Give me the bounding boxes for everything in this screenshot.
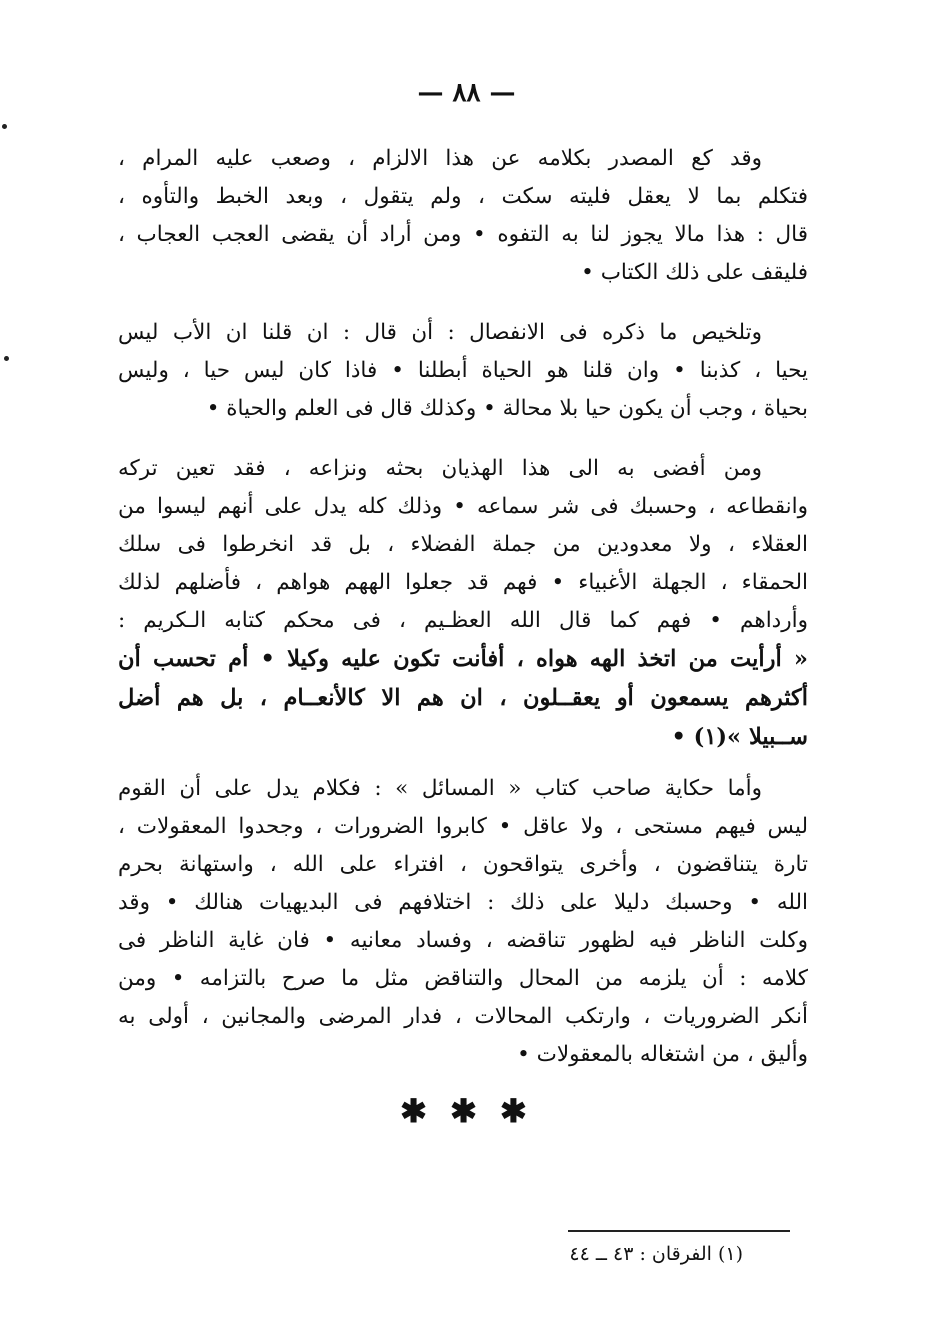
text-line: أنكر الضروريات ، وارتكب المحالات ، فدار المرضى والمجانين ، أولى به: [118, 1004, 808, 1029]
text-line: كلامه : أن يلزمه من المحال والتناقض مثل ما صرح بالتزامه • ومن: [118, 966, 808, 991]
text-line: ليس فيهم مستحى ، ولا عاقل • كابروا الضرورات ، وجحدوا المعقولات ،: [118, 814, 808, 839]
text-line: وأما حكاية صاحب كتاب « المسائل » : فكلام يدل على أن القوم: [118, 776, 762, 801]
text-line: قال : هذا مالا يجوز لنا به التفوه • ومن أراد أن يقضى العجب العجاب ،: [118, 222, 808, 247]
text-line: ومن أفضى به الى هذا الهذيان بحثه ونزاعه ، فقد تعين تركه: [118, 456, 762, 481]
footnote-rule: [568, 1230, 790, 1232]
section-separator: ✱ ✱ ✱: [400, 1092, 533, 1130]
page-number: — ٨٨ —: [417, 78, 516, 108]
quran-quote-line: أكثرهم يسمعون أو يعقــلون ، ان هم الا كالأنعــام ، بل هم أضل: [118, 685, 808, 711]
text-line: الله • وحسبك دليلا على ذلك : اختلافهم فى البديهيات هنالك • وقد: [118, 890, 808, 915]
paragraph-3: [118, 450, 808, 757]
quran-quote-line: ســبيلا »(١) •: [671, 724, 808, 750]
text-line: يحيا ، كذبنا • وان قلنا هو الحياة أبطلنا • فاذا كان ليس حيا ، وليس: [118, 358, 808, 383]
footnote: (١) الفرقان : ٤٣ ــ ٤٤: [569, 1243, 743, 1265]
scan-speck: [2, 124, 7, 129]
paragraph-2: [118, 314, 808, 428]
text-line: وكلت الناظر فيه لظهور تناقضه ، وفساد معانيه • فان غاية الناظر فى: [118, 928, 808, 953]
paragraph-1: [118, 140, 808, 292]
text-line: وتلخيص ما ذكره فى الانفصال : أن قال : ان قلنا ان الأب ليس: [118, 320, 762, 345]
text-line: الحمقاء ، الجهلة الأغبياء • فهم قد جعلوا الههم هواهم ، فأضلهم لذلك: [118, 570, 808, 595]
quran-quote-line: « أرأيت من اتخذ الهه هواه ، أفأنت تكون عليه وكيلا • أم تحسب أن: [118, 646, 808, 672]
text-line: وانقطاعه ، وحسبك فى شر سماعه • وذلك كله يدل على أنهم ليسوا من: [118, 494, 808, 519]
paragraph-4: [118, 770, 808, 1074]
text-line: وأرداهم • فهم كما قال الله العظـيم ، فى محكم كتابه الـكريم :: [118, 608, 808, 633]
text-line: فتكلم بما لا يعقل فليته سكت ، ولم يتقول ، وبعد الخبط والتأوه ،: [118, 184, 808, 209]
text-line: فليقف على ذلك الكتاب •: [581, 260, 808, 285]
scan-speck: [4, 356, 9, 361]
text-line: تارة يتناقضون ، وأخرى يتواقحون ، افتراء على الله ، واستهانة بحرم: [118, 852, 808, 877]
text-line: العقلاء ، ولا معدودين من جملة الفضلاء ، بل قد انخرطوا فى سلك: [118, 532, 808, 557]
text-line: بحياة ، وجب أن يكون حيا بلا محالة • وكذلك قال فى العلم والحياة •: [206, 396, 808, 421]
text-line: وأليق ، من اشتغاله بالمعقولات •: [517, 1042, 808, 1067]
text-line: وقد كع المصدر بكلامه عن هذا الالزام ، وصعب عليه المرام ،: [118, 146, 762, 171]
